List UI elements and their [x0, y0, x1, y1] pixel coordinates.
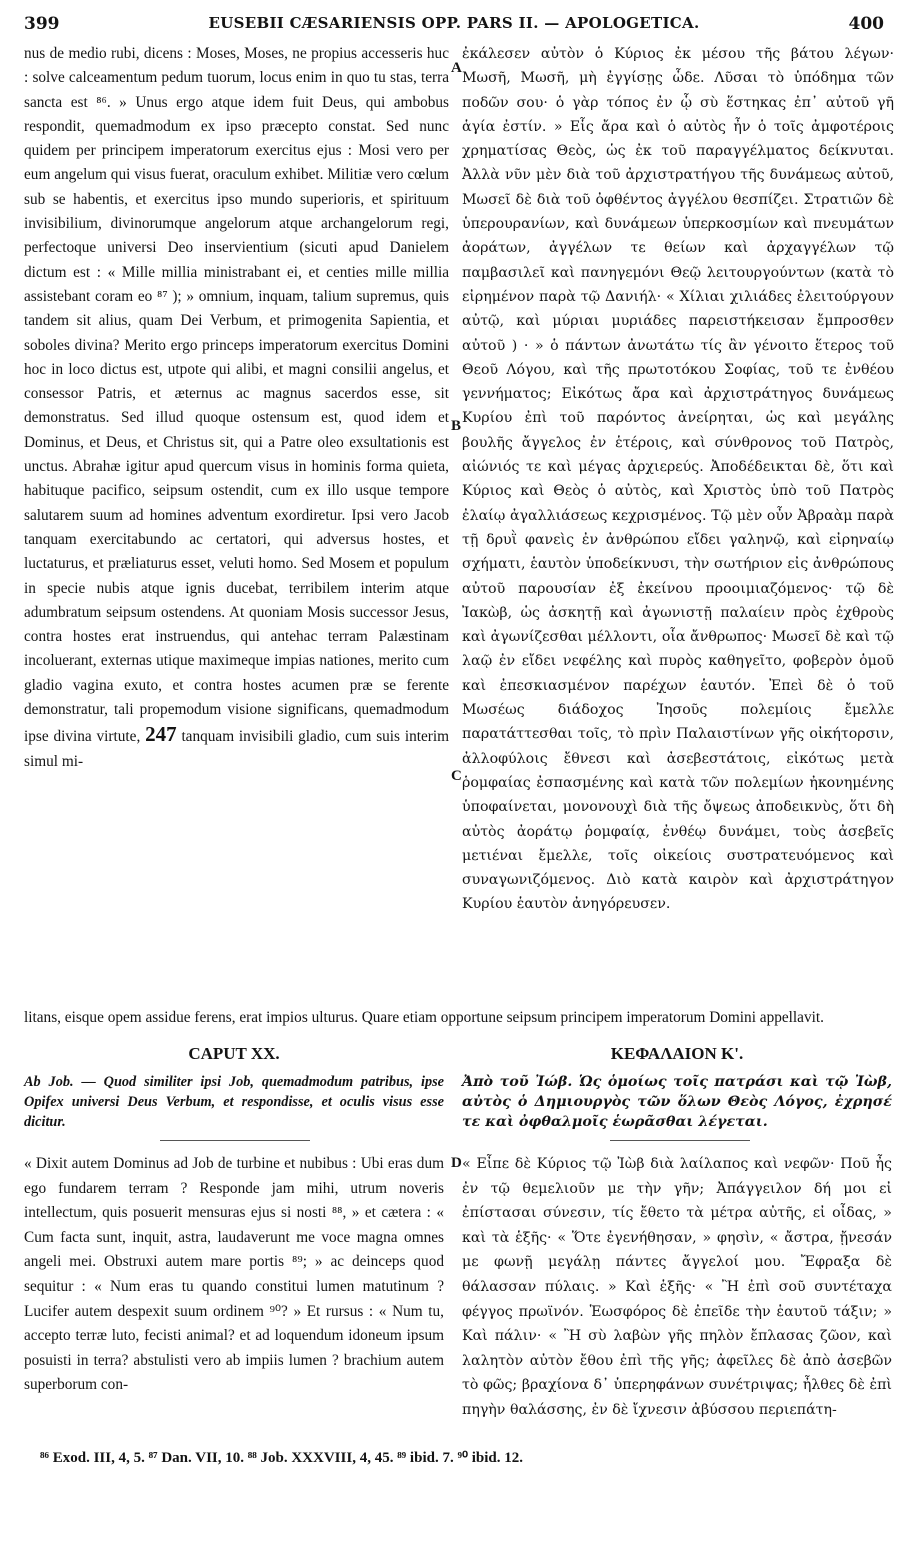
margin-mark-b: B — [451, 418, 462, 434]
rule-greek — [610, 1140, 750, 1141]
margin-mark-d: D — [451, 1155, 462, 1171]
greek-column-bottom: « Εἶπε δὲ Κύριος τῷ Ἰὼβ διὰ λαίλαπος καὶ νεφῶν· Ποῦ ἦς ἐν τῷ θεμελιοῦν με τὴν γῆν; Ἀπάγγειλον δή μοι εἰ ἐπίστασαι σύνεσιν, τίς ἔθετο τὰ μέτρα αὐτῆς, εἰ οἶδας, » καὶ τὰ ἑξῆς· « Ὅτε ἐγενήθησαν, » φησὶν, « ἄστρα, ᾔνεσάν με φωνῇ μεγάλῃ πάντες ἄγγελοί μου. Ἔφραξα δὲ θάλασσαν πύλαις. » Καὶ ἑξῆς· « Ἢ ἐπὶ σοῦ συντέταχα φέγγος πρωϊνόν. Ἑωσφόρος δὲ ἐπεῖδε τὴν ἑαυτοῦ τάξιν; » Καὶ πάλιν· « Ἢ σὺ λαβὼν γῆς πηλὸν ἔπλασας ζῶον, καὶ λαλητὸν αὐτὸν ἔθου ἐπὶ τῆς γῆς; ἀφεῖλες δὲ ἀπὸ ἀσεβῶν τὸ φῶς; βραχίονα δ᾽ ὑπερηφάνων συνέτριψας; ἦλθες δὲ ἐπὶ πηγὴν θαλάσσης, ἐν δὲ ἴχνεσιν ἀβύσσου περιεπάτη- — [462, 1156, 892, 1418]
latin-text-full-width: litans, eisque opem assidue ferens, erat impios ulturus. Quare etiam opportune seipsum principem imperatorum Domini appellavit. — [24, 1009, 824, 1026]
latin-text: nus de medio rubi, dicens : Moses, Moses, ne propius accesseris huc : solve calceamentum pedum tuorum, locus enim in quo tu stas, terra sancta est ⁸⁶. » Unus ergo atque idem fuit Deus, qui ambobus respondit, quemadmodum ex ipso præcepto constat. Sed nunc quidem per principem imperatorum exercitus ejus : Mosi vero per eum angelum qui visus fuerat, oraculum exhibet. Militiæ vero cœlum sub se habentis, et exercitus ipso mundo superioris, et spirituum invisibilium, divinorumque angelorum atque archangelorum regi, perfectoque universi Deo inservientium (sicuti apud Danielem dictum est : « Mille millia ministrabant ei, et centies mille millia assistebant coram eo ⁸⁷ ); » omnium, inquam, talium supremus, quis tandem sit alius, quam Dei Verbum, et primogenita Sapientia, et soboles divina? Merito ergo princeps imperatorum exercitus Domini hoc in loco dictus est, utpote qui alibi, et magni consilii angelus, et consessor Patris, et æternus ac magnus sacerdos esse, sit demonstratus. Sed illud quoque ostensum est, quod idem et Dominus, et Deus, et Christus sit, qui a Patre oleo exsultationis est unctus. Abrahæ igitur apud quercum visus in hominis forma quieta, habituque pacifico, seipsum ostendit, cum ex illo usque tempore salutarem suum ad homines adventum exordiretur. Ipsi vero Jacob tanquam exercitabundo ac certatori, qui adversus hostes, et luctaturus, et præliaturus esset, veluti homo. Sed Mosem et populum in specie nubis atque ignis ducebat, terribilem interim atque adumbratum seipsum ostendens. At quoniam Mosis successor Jesus, contra hostes erat instruendus, qui antehac terram Palæstinam incoluerant, externas utique maximeque impias nationes, merito cum gladio vagina exuto, et contra hostes acumen præ se ferente demonstratur, tali propemodum visione significans, quemadmodum ipse divina virtute, — [24, 45, 449, 746]
latin-column-bottom: « Dixit autem Dominus ad Job de turbine et nubibus : Ubi eras dum ego fundarem terram ? Responde jam mihi, utrum noveris intellectum, quis posuerit mensuras ejus si nosti ⁸⁸, » et cætera : « Cum facta sunt, inquit, astra, laudaverunt me voce magna omnes angeli mei. Obstruxi autem mare portis ⁸⁹; » ac deinceps quod sequitur : « Num eras tu quando constitui lumen matutinum ? Lucifer autem despexit suum ordinem ⁹⁰? » Et rursus : « Num tu, accepto terræ luto, fecisti animal? et ad loquendum idoneum ipsum posuisti in terra? abstulisti vero ab impiis lumen ? brachium autem superborum con- — [24, 1155, 444, 1394]
page-number-right: 400 — [848, 14, 884, 34]
latin-column-top — [24, 42, 449, 774]
chapter-summary-greek: Ἀπὸ τοῦ Ἰώβ. Ὡς ὁμοίως τοῖς πατράσι καὶ τῷ Ἰὼβ, αὐτὸς ὁ Δημιουργὸς τῶν ὅλων Θεὸς Λόγος, ἐχρησέ τε καὶ ὀφθαλμοῖς ἑωρᾶσθαι λέγεται. — [462, 1074, 892, 1130]
margin-mark-a: A — [451, 60, 462, 76]
running-header — [24, 6, 884, 36]
latin-text-end: tanquam invisibili gladio, cum suis interim simul mi- — [24, 728, 450, 770]
inline-page-number: 247 — [145, 722, 177, 747]
footnotes: ⁸⁶ Exod. III, 4, 5. ⁸⁷ Dan. VII, 10. ⁸⁸ Job. XXXVIII, 4, 45. ⁸⁹ ibid. 7. ⁹⁰ ibid. 12. — [40, 1450, 523, 1466]
margin-mark-c: C — [451, 768, 462, 784]
chapter-summary-latin: Ab Job. — Quod similiter ipsi Job, quemadmodum patribus, ipse Opifex universi Deus Verbum, et respondisse, et oculis visus esse dicitur. — [24, 1074, 444, 1130]
running-title: EUSEBII CÆSARIENSIS OPP. PARS II. — APOLOGETICA. — [208, 14, 700, 32]
greek-text: ἐκάλεσεν αὐτὸν ὁ Κύριος ἐκ μέσου τῆς βάτου λέγων· Μωσῆ, Μωσῆ, μὴ ἐγγίσῃς ὧδε. Λῦσαι τὸ ὑπόδημα τῶν ποδῶν σου· ὁ γὰρ τόπος ἐν ᾧ σὺ ἕστηκας ἐπ᾽ αὐτοῦ γῆ ἁγία ἐστίν. » Εἷς ἄρα καὶ ὁ αὐτὸς ἦν ὁ τοῖς ἀμφοτέροις χρηματίσας Θεὸς, ὡς ἐκ τοῦ παραγγέλματος δείκνυται. Ἀλλὰ νῦν μὲν διὰ τοῦ ἀρχιστρατήγου τῆς δυνάμεως αὐτοῦ, Μωσεῖ δὲ διὰ τοῦ ὀφθέντος ἀγγέλου θεσπίζει. Στρατιῶν δὲ ὑπερουρανίων, καὶ δυνάμεων ὑπερκοσμίων καὶ πνευμάτων ἀοράτων, ἀγγέλων τε θείων καὶ ἀρχαγγέλων τῷ παμβασιλεῖ καὶ πανηγεμόνι Θεῷ λειτουργούντων (κατὰ τὸ εἰρημένον παρὰ τῷ Δανιήλ· « Χίλιαι χιλιάδες ἐλειτούργουν αὐτῷ, καὶ μύριαι μυριάδες παρειστήκεισαν ἔμπροσθεν αὐτοῦ ) · » ὁ πάντων ἀνωτάτω τίς ἂν γένοιτο ἕτερος τοῦ Θεοῦ Λόγου, καὶ τῆς πρωτοτόκου Σοφίας, τοῦ τε ἐνθέου γεννήματος; Εἰκότως ἄρα καὶ ἀρχιστράτηγος δυνάμεως Κυρίου ἐπὶ τοῦ παρόντος ἀνείρηται, ὡς καὶ μεγάλης βουλῆς ἄγγελος ἐν ἑτέροις, καὶ σύνθρονος τοῦ Πατρὸς, αἰώνιός τε καὶ μέγας ἀρχιερεύς. Ἀποδέδεικται δὲ, ὅτι καὶ Κύριος καὶ Θεὸς ὁ αὐτὸς, καὶ Χριστὸς ὑπὸ τοῦ Πατρὸς ἐλαίῳ ἀγαλλιάσεως κεχρισμένος. Τῷ μὲν οὖν Ἀβραὰμ παρὰ τῇ δρυῒ φανεὶς ἐν ἀνθρώπου εἴδει γαληνῷ, καὶ εἰρηναίῳ σχήματι, ἑαυτὸν ὑποδείκνυσι, τὴν σωτήριον εἰς ἀνθρώπους αὐτοῦ παρουσίαν ἐξ ἐκείνου προοιμιαζόμενος· τῷ δὲ Ἰακὼβ, ὡς ἀσκητῇ καὶ ἀγωνιστῇ παλαίειν πρὸς ἐχθροὺς καὶ ἀγωνίζεσθαι μέλλοντι, οἷα ἄνθρωπος· Μωσεῖ δὲ καὶ τῷ λαῷ ἐν εἴδει νεφέλης καὶ πυρὸς καθηγεῖτο, φοβερὸν ὁμοῦ καὶ ἐπεσκιασμένον παρέχων ἑαυτόν. Ἐπεὶ δὲ ὁ τοῦ Μωσέως διάδοχος Ἰησοῦς πολεμίοις ἔμελλε παρατάττεσθαι τοῖς, τὸ πρὶν Παλαιστίνων γῆς οἰκήτορσιν, ἀλλοφύλοις ἔθνεσι καὶ ἀσεβεστάτοις, εἰκότως μετὰ ῥομφαίας ἐσπασμένης καὶ κατὰ τῶν πολεμίων ἠκονημένης ὑποφαίνεται, μονονουχὶ διὰ τῆς ὄψεως ἀποδεικνὺς, ὅτι δὴ αὐτὸς ἀοράτῳ ῥομφαίᾳ, ἐνθέῳ δυνάμει, τοὺς ἀσεβεῖς μετιέναι ἔμελλε, τοῖς οἰκείοις συστρατευόμενος καὶ συναγωνιζόμενος. Διὸ κατὰ καιρὸν καὶ ἀρχιστράτηγον Κυρίου ἑαυτὸν ἀνηγόρευσεν. — [462, 46, 894, 913]
chapter-title-greek: ΚΕΦΑΛΑΙΟΝ Κ'. — [610, 1044, 744, 1063]
page-number-left: 399 — [24, 14, 60, 34]
chapter-title-latin: CAPUT XX. — [188, 1044, 280, 1063]
rule-latin — [160, 1140, 310, 1141]
greek-column-top — [462, 42, 894, 917]
